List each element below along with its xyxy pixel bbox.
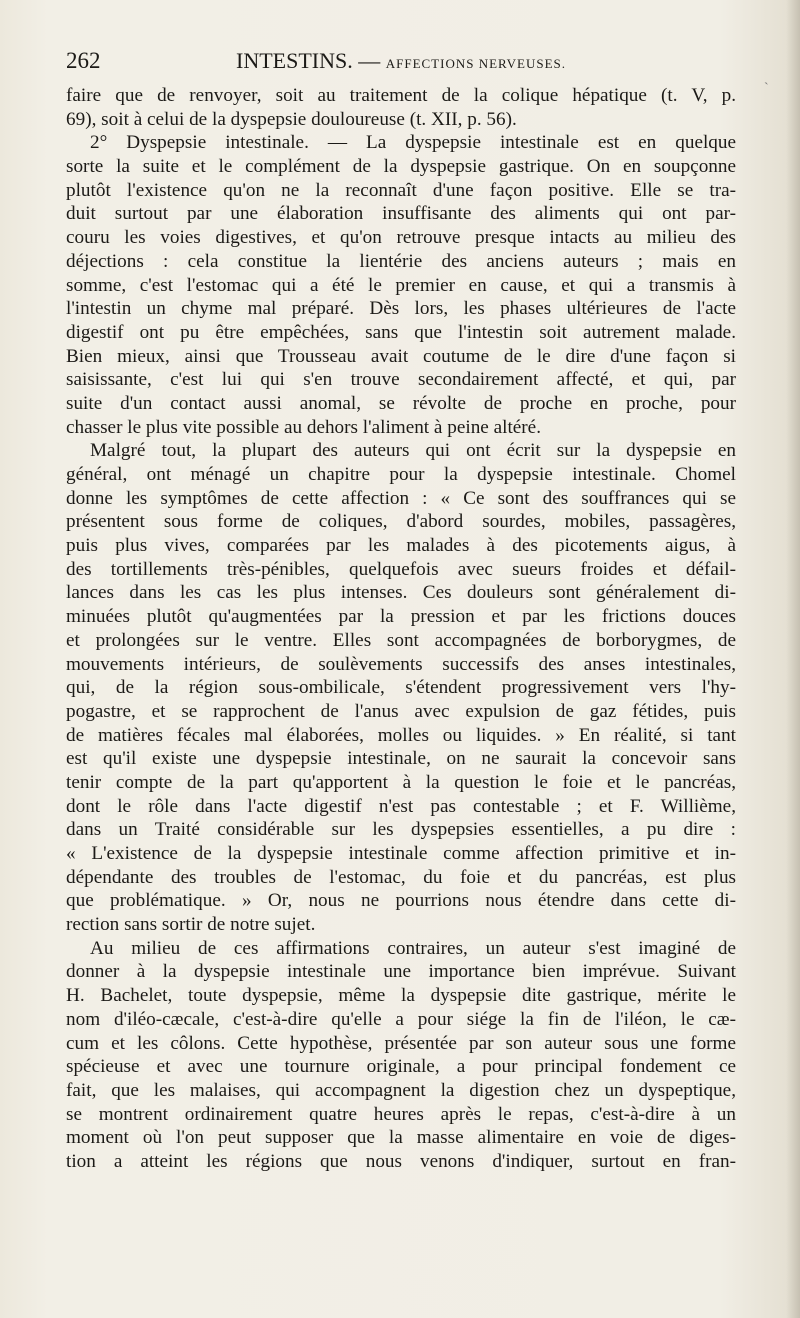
text-line: fait, que les malaises, qui accompagnent la digestion chez un dyspeptique,	[66, 1079, 736, 1101]
page-edge-shadow	[786, 0, 800, 1318]
text-line: chasser le plus vite possible au dehors l'aliment à peine altéré.	[66, 416, 541, 438]
text-line: général, ont ménagé un chapitre pour la dyspepsie intestinale. Chomel	[66, 464, 736, 485]
text-line: 69), soit à celui de la dyspepsie douloureuse (t. XII, p. 56).	[66, 108, 517, 130]
text-line: donne les symptômes de cette affection : « Ce sont des souffrances qui se	[66, 487, 736, 509]
text-line: mouvements intérieurs, de soulèvements successifs des anses intestinales,	[66, 653, 736, 675]
running-title-sub: AFFECTIONS NERVEUSES.	[385, 56, 567, 71]
text-line: lances dans les cas les plus intenses. Ces douleurs sont généralement di-	[66, 582, 736, 604]
text-line: digestif ont pu être empêchées, sans que l'intestin soit autrement malade.	[66, 321, 736, 343]
text-line: dont le rôle dans l'acte digestif n'est pas contestable ; et F. Willième,	[66, 795, 736, 817]
text-line: donner à la dyspepsie intestinale une importance bien imprévue. Suivant	[66, 961, 736, 983]
text-line: spécieuse et avec une tournure originale, a pour principal fondement ce	[66, 1056, 736, 1078]
text-line: qui, de la région sous-ombilicale, s'étendent progressivement vers l'hy-	[66, 677, 736, 699]
text-line: l'intestin un chyme mal préparé. Dès lors, les phases ultérieures de l'acte	[66, 298, 736, 320]
text-line: sorte la suite et le complément de la dyspepsie gastrique. On en soupçonne	[66, 156, 736, 178]
text-line: que problématique. » Or, nous ne pourrions nous étendre dans cette di-	[66, 890, 736, 912]
text-line: saisissante, c'est lui qui s'en trouve secondairement affecté, et qui, par	[66, 369, 736, 391]
running-title	[236, 44, 566, 81]
text-line: dépendante des troubles de l'estomac, du foie et du pancréas, est plus	[66, 866, 736, 888]
running-title-main: INTESTINS.	[236, 48, 353, 73]
text-line: et prolongées sur le ventre. Elles sont accompagnées de borborygmes, de	[66, 629, 736, 651]
text-line: est qu'il existe une dyspepsie intestinale, on ne saurait la concevoir sans	[66, 748, 736, 770]
text-line: somme, c'est l'estomac qui a été le premier en cause, et qui a transmis à	[66, 274, 736, 296]
text-line: duit surtout par une élaboration insuffisante des aliments qui ont par-	[66, 203, 736, 225]
paragraph-start-line: Malgré tout, la plupart des auteurs qui ont écrit sur la dyspepsie en	[90, 440, 736, 462]
text-line: H. Bachelet, toute dyspepsie, même la dyspepsie dite gastrique, mérite le	[66, 985, 736, 1007]
text-line: de matières fécales mal élaborées, molles ou liquides. » En réalité, si tant	[66, 724, 736, 746]
text-line: déjections : cela constitue la lientérie des anciens auteurs ; mais en	[66, 250, 736, 272]
body-text	[66, 84, 736, 1174]
text-line: nom d'iléo-cæcale, c'est-à-dire qu'elle a pour siége la fin de l'iléon, le cæ-	[66, 1008, 736, 1030]
page-number: 262	[66, 48, 101, 73]
text-line: suite d'un contact aussi anomal, se révolte de proche en proche, pour	[66, 392, 736, 414]
text-line: présentent sous forme de coliques, d'abord sourdes, mobiles, passagères,	[66, 511, 736, 533]
running-title-dash: —	[358, 48, 381, 73]
text-line: pogastre, et se rapprochent de l'anus avec expulsion de gaz fétides, puis	[66, 700, 736, 722]
text-line: faire que de renvoyer, soit au traitement de la colique hépatique (t. V, p.	[66, 85, 736, 106]
page-header	[66, 44, 736, 78]
text-line: cum et les côlons. Cette hypothèse, présentée par son auteur sous une forme	[66, 1032, 736, 1054]
text-line: Bien mieux, ainsi que Trousseau avait coutume de le dire d'une façon si	[66, 345, 736, 367]
text-line: dans un Traité considérable sur les dyspepsies essentielles, a pu dire :	[66, 819, 736, 841]
text-line: minuées plutôt qu'augmentées par la pression et par les frictions douces	[66, 606, 736, 628]
text-line: rection sans sortir de notre sujet.	[66, 914, 316, 936]
text-line: tion a atteint les régions que nous venons d'indiquer, surtout en fran-	[66, 1150, 736, 1172]
text-line: couru les voies digestives, et qu'on retrouve presque intacts au milieu des	[66, 227, 736, 249]
text-line: des tortillements très-pénibles, quelquefois avec sueurs froides et défail-	[66, 558, 736, 580]
text-line: « L'existence de la dyspepsie intestinale comme affection primitive et in-	[66, 843, 736, 864]
text-line: moment où l'on peut supposer que la masse alimentaire en voie de diges-	[66, 1127, 736, 1149]
margin-mark: `	[764, 81, 769, 96]
text-line: se montrent ordinairement quatre heures après le repas, c'est-à-dire à un	[66, 1103, 736, 1125]
text-line: plutôt l'existence qu'on ne la reconnaît d'une façon positive. Elle se tra-	[66, 179, 736, 201]
paragraph-start-line: Au milieu de ces affirmations contraires, un auteur s'est imaginé de	[90, 937, 736, 959]
text-line: tenir compte de la part qu'apportent à la question le foie et le pancréas,	[66, 771, 736, 793]
section-heading-line: 2° Dyspepsie intestinale. — La dyspepsie intestinale est en quelque	[90, 132, 736, 154]
text-line: puis plus vives, comparées par les malades à des picotements aigus, à	[66, 535, 736, 557]
